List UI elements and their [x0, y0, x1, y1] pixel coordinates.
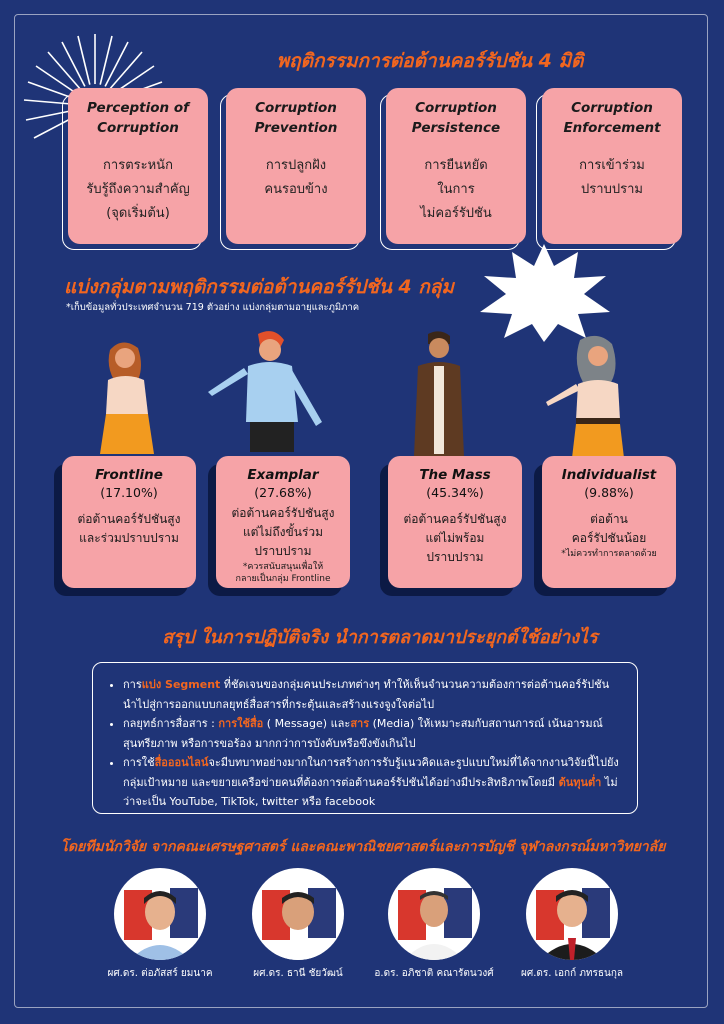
group-desc-line: ต่อต้าน: [590, 512, 628, 526]
summary-bullet-communication: • กลยุทธ์การสื่อสาร : การใช้สื่อ ( Message) และสาร (Media) ให้เหมาะสมกับสถานการณ์ เน้นอารมณ์ สุนทรียภาพ หรือการขอร้อง มากกว่าการบังคับหรือขึงขังเกินไป: [123, 714, 623, 753]
person-man-brown-jacket-illustration: [404, 330, 474, 460]
dimension-desc-line: รับรู้ถึงความสำคัญ: [86, 182, 190, 197]
group-name: The Mass: [419, 467, 491, 483]
researcher-name: อ.ดร. อภิชาติ คณารัตนวงศ์: [374, 968, 494, 979]
group-name: Individualist: [561, 467, 657, 483]
dimension-desc-line: คนรอบข้าง: [264, 182, 328, 197]
researcher-name: ผศ.ดร. เอกก์ ภทรธนกุล: [521, 968, 623, 979]
dimension-title: Perception of Corruption: [87, 100, 189, 136]
researcher-avatar-2: [252, 868, 344, 960]
group-desc-line: ต่อต้านคอร์รัปชันสูง: [77, 512, 181, 526]
dimension-title: Corruption Persistence: [411, 100, 501, 136]
group-percent: (17.10%): [100, 485, 158, 500]
dimension-title: Corruption Enforcement: [563, 100, 661, 136]
person-woman-gray-hair-illustration: [540, 334, 640, 458]
group-name: Frontline: [95, 467, 163, 483]
dimension-desc-line: ไม่คอร์รัปชัน: [420, 206, 492, 221]
group-card-frontline: [62, 456, 196, 592]
group-percent: (9.88%): [584, 485, 634, 500]
dimension-card-persistence: [386, 88, 526, 248]
dimension-card-prevention: [226, 88, 366, 248]
researcher-avatar-1: [114, 868, 206, 960]
group-card-examplar: [216, 456, 350, 592]
group-desc-line: คอร์รัปชันน้อย: [571, 531, 647, 545]
group-name: Examplar: [247, 467, 319, 483]
summary-bullet-segment: • การแบ่ง Segment ที่ชัดเจนของกลุ่มคนประเภทต่างๆ ทำให้เห็นจำนวนความต้องการต่อต้านคอร์รัปชัน นำไปสู่การออกแบบกลยุทธ์สื่อสารที่กระตุ้นและสร้างแรงจูงใจต่อไป: [123, 675, 623, 714]
group-desc-line: แต่ไม่ถึงขั้นร่วม: [242, 525, 324, 539]
dimension-card-perception: [68, 88, 208, 248]
group-desc-line: ปราบปราม: [426, 550, 484, 564]
person-woman-orange-skirt-illustration: [92, 336, 162, 456]
dimension-desc-line: การยืนหยัด: [424, 158, 488, 173]
starburst-decoration: [474, 242, 614, 342]
main-title: พฤติกรรมการต่อต้านคอร์รัปชัน 4 มิติ: [276, 50, 584, 72]
dimension-desc-line: ในการ: [437, 182, 475, 197]
group-desc-line: ต่อต้านคอร์รัปชันสูง: [231, 506, 335, 520]
dimension-desc-line: การปลูกฝัง: [265, 158, 327, 173]
groups-sample-note: *เก็บข้อมูลทั่วประเทศจำนวน 719 ตัวอย่าง แบ่งกลุ่มตามอายุและภูมิภาค: [66, 302, 360, 313]
group-percent: (45.34%): [426, 485, 484, 500]
group-note-line: *ควรสนับสนุนเพื่อให้: [242, 562, 324, 572]
group-card-individualist: [542, 456, 676, 592]
group-note-line: *ไม่ควรทำการตลาดด้วย: [561, 549, 657, 559]
researcher-avatar-3: [388, 868, 480, 960]
group-desc-line: ต่อต้านคอร์รัปชันสูง: [403, 512, 507, 526]
dimension-title: Corruption Prevention: [254, 100, 338, 136]
researcher-name: ผศ.ดร. ต่อภัสสร์ ยมนาค: [107, 968, 213, 979]
group-note-line: กลายเป็นกลุ่ม Frontline: [235, 574, 331, 584]
dimension-desc-line: การตระหนัก: [103, 158, 173, 173]
dimension-card-enforcement: [542, 88, 682, 248]
group-percent: (27.68%): [254, 485, 312, 500]
group-desc-line: และร่วมปราบปราม: [79, 531, 179, 545]
groups-title: แบ่งกลุ่มตามพฤติกรรมต่อต้านคอร์รัปชัน 4 กลุ่ม: [64, 276, 454, 298]
summary-bullet-online-media: • การใช้สื่อออนไลน์จะมีบทบาทอย่างมากในการสร้างการรับรู้แนวคิดและรูปแบบใหม่ที่ได้จากงานวิจัยนี้ไปยังกลุ่มเป้าหมาย และขยายเครือข่ายคนที่ต้องการต่อต้านคอร์รัปชันได้อย่างมีประสิทธิภาพโดยมี ต้นทุนต่ำ ไม่ว่าจะเป็น YouTube, TikTok, twitter หรือ facebook: [123, 753, 623, 812]
group-desc-line: ปราบปราม: [254, 544, 312, 558]
dimension-desc-line: การเข้าร่วม: [579, 158, 645, 173]
dimension-desc-line: (จุดเริ่มต้น): [106, 206, 170, 221]
person-man-blue-shirt-illustration: [200, 326, 330, 456]
group-desc-line: แต่ไม่พร้อม: [425, 531, 485, 545]
researcher-name: ผศ.ดร. ธานี ชัยวัฒน์: [253, 968, 343, 979]
summary-box: [92, 662, 638, 814]
researcher-avatar-4: [526, 868, 618, 960]
dimension-desc-line: ปราบปราม: [581, 182, 643, 197]
research-team-title: โดยทีมนักวิจัย จากคณะเศรษฐศาสตร์ และคณะพาณิชยศาสตร์และการบัญชี จุฬาลงกรณ์มหาวิทยาลัย: [60, 839, 666, 855]
summary-title: สรุป ในการปฏิบัติจริง นำการตลาดมาประยุกต์ใช้อย่างไร: [162, 627, 598, 648]
group-card-the-mass: [388, 456, 522, 592]
